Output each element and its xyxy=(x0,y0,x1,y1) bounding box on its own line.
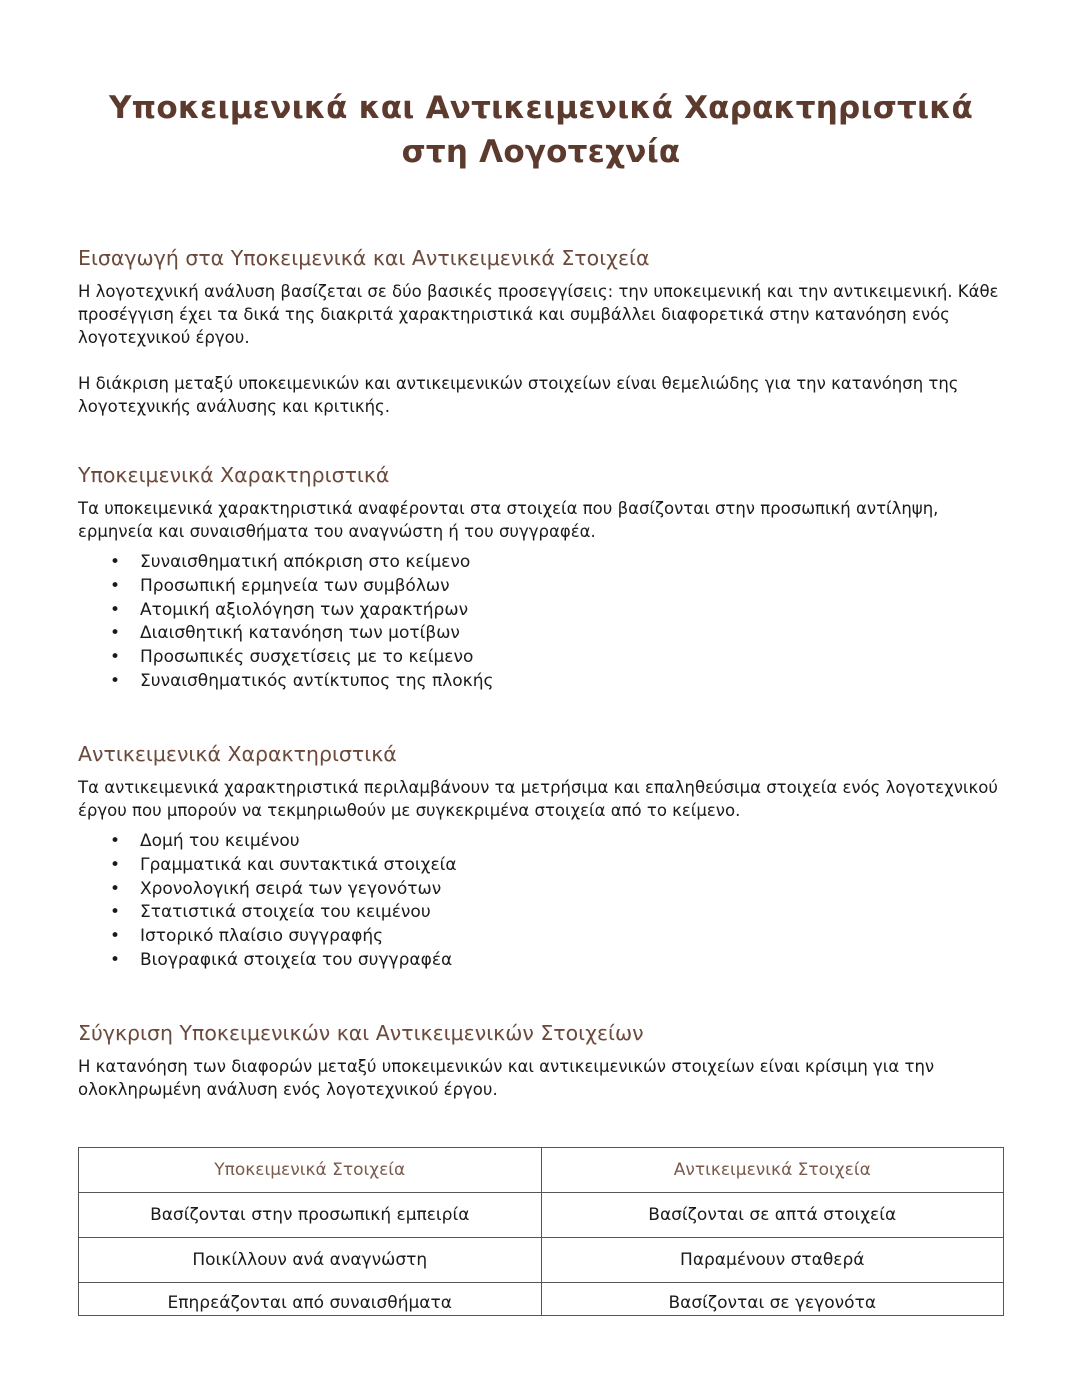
bullet-icon: • xyxy=(110,902,121,923)
bullet-icon: • xyxy=(110,670,121,691)
subjective-list xyxy=(78,551,1004,694)
list-item xyxy=(78,670,1004,694)
list-item-text: Προσωπική ερμηνεία των συμβόλων xyxy=(140,575,450,596)
objective-heading: Αντικειμενικά Χαρακτηριστικά xyxy=(78,742,397,766)
bullet-icon: • xyxy=(110,949,121,970)
bullet-icon: • xyxy=(110,575,121,596)
objective-paragraph: Τα αντικειμενικά χαρακτηριστικά περιλαμβάνουν τα μετρήσιμα και επαληθεύσιμα στοιχεία ενός λογοτεχνικού έργου που μπορούν να τεκμηριωθούν με συγκεκριμένα στοιχεία από το κείμενο. xyxy=(78,778,998,820)
bullet-icon: • xyxy=(110,647,121,668)
list-item-text: Γραμματικά και συντακτικά στοιχεία xyxy=(140,854,457,875)
table-header-objective: Αντικειμενικά Στοιχεία xyxy=(541,1148,1004,1193)
table-row xyxy=(79,1193,1004,1238)
list-item xyxy=(78,551,1004,575)
list-item xyxy=(78,575,1004,599)
table-row xyxy=(79,1238,1004,1283)
table-cell: Βασίζονται σε γεγονότα xyxy=(541,1283,1004,1316)
intro-section xyxy=(78,244,1004,418)
bullet-icon: • xyxy=(110,599,121,620)
bullet-icon: • xyxy=(110,926,121,947)
list-item xyxy=(78,878,1004,902)
list-item xyxy=(78,901,1004,925)
bullet-icon: • xyxy=(110,831,121,851)
subjective-paragraph: Τα υποκειμενικά χαρακτηριστικά αναφέρονται στα στοιχεία που βασίζονται στην προσωπική αντίληψη, ερμηνεία και συναισθήματα του αναγνώστη ή του συγγραφέα. xyxy=(78,499,939,541)
page-title: Υποκειμενικά και Αντικειμενικά Χαρακτηριστικά στη Λογοτεχνία xyxy=(108,90,974,170)
table-cell: Βασίζονται στην προσωπική εμπειρία xyxy=(79,1193,542,1238)
comparison-heading: Σύγκριση Υποκειμενικών και Αντικειμενικών Στοιχείων xyxy=(78,1021,644,1045)
bullet-icon: • xyxy=(110,878,121,899)
intro-paragraph-2: Η διάκριση μεταξύ υποκειμενικών και αντικειμενικών στοιχείων είναι θεμελιώδης για την κατανόηση της λογοτεχνικής ανάλυσης και κριτικής. xyxy=(78,374,959,416)
list-item-text: Διαισθητική κατανόηση των μοτίβων xyxy=(140,623,460,644)
table-cell: Ποικίλλουν ανά αναγνώστη xyxy=(79,1238,542,1283)
table-header-row xyxy=(79,1148,1004,1193)
objective-section xyxy=(78,740,1004,973)
list-item-text: Συναισθηματική απόκριση στο κείμενο xyxy=(140,552,471,572)
list-item-text: Ατομική αξιολόγηση των χαρακτήρων xyxy=(140,599,469,620)
list-item xyxy=(78,830,1004,854)
list-item-text: Συναισθηματικός αντίκτυπος της πλοκής xyxy=(140,670,494,691)
intro-heading: Εισαγωγή στα Υποκειμενικά και Αντικειμενικά Στοιχεία xyxy=(78,246,650,270)
table-row xyxy=(79,1283,1004,1316)
table-cell: Παραμένουν σταθερά xyxy=(541,1238,1004,1283)
list-item xyxy=(78,599,1004,623)
list-item-text: Βιογραφικά στοιχεία του συγγραφέα xyxy=(140,949,453,970)
subjective-heading: Υποκειμενικά Χαρακτηριστικά xyxy=(78,463,390,487)
list-item xyxy=(78,925,1004,949)
list-item xyxy=(78,646,1004,670)
subjective-section xyxy=(78,461,1004,694)
list-item-text: Ιστορικό πλαίσιο συγγραφής xyxy=(140,926,384,947)
table-cell: Επηρεάζονται από συναισθήματα xyxy=(79,1283,542,1316)
objective-list xyxy=(78,830,1004,973)
list-item-text: Προσωπικές συσχετίσεις με το κείμενο xyxy=(140,647,474,668)
bullet-icon: • xyxy=(110,623,121,644)
comparison-paragraph: Η κατανόηση των διαφορών μεταξύ υποκειμενικών και αντικειμενικών στοιχείων είναι κρίσιμη για την ολοκληρωμένη ανάλυση ενός λογοτεχνικού έργου. xyxy=(78,1057,935,1099)
table-cell: Βασίζονται σε απτά στοιχεία xyxy=(541,1193,1004,1238)
intro-paragraph-1: Η λογοτεχνική ανάλυση βασίζεται σε δύο βασικές προσεγγίσεις: την υποκειμενική και την αντικειμενική. Κάθε προσέγγιση έχει τα δικά της διακριτά χαρακτηριστικά και συμβάλλει διαφορετικά στην κατανόηση ενός λογοτεχνικού έργου. xyxy=(78,282,999,347)
bullet-icon: • xyxy=(110,552,121,572)
list-item-text: Δομή του κειμένου xyxy=(140,831,300,851)
list-item-text: Χρονολογική σειρά των γεγονότων xyxy=(140,878,442,899)
comparison-section xyxy=(78,1019,1004,1101)
list-item-text: Στατιστικά στοιχεία του κειμένου xyxy=(140,902,431,923)
bullet-icon: • xyxy=(110,854,121,875)
comparison-table xyxy=(78,1147,1004,1316)
table-header-subjective: Υποκειμενικά Στοιχεία xyxy=(79,1148,542,1193)
list-item xyxy=(78,949,1004,973)
list-item xyxy=(78,854,1004,878)
list-item xyxy=(78,622,1004,646)
